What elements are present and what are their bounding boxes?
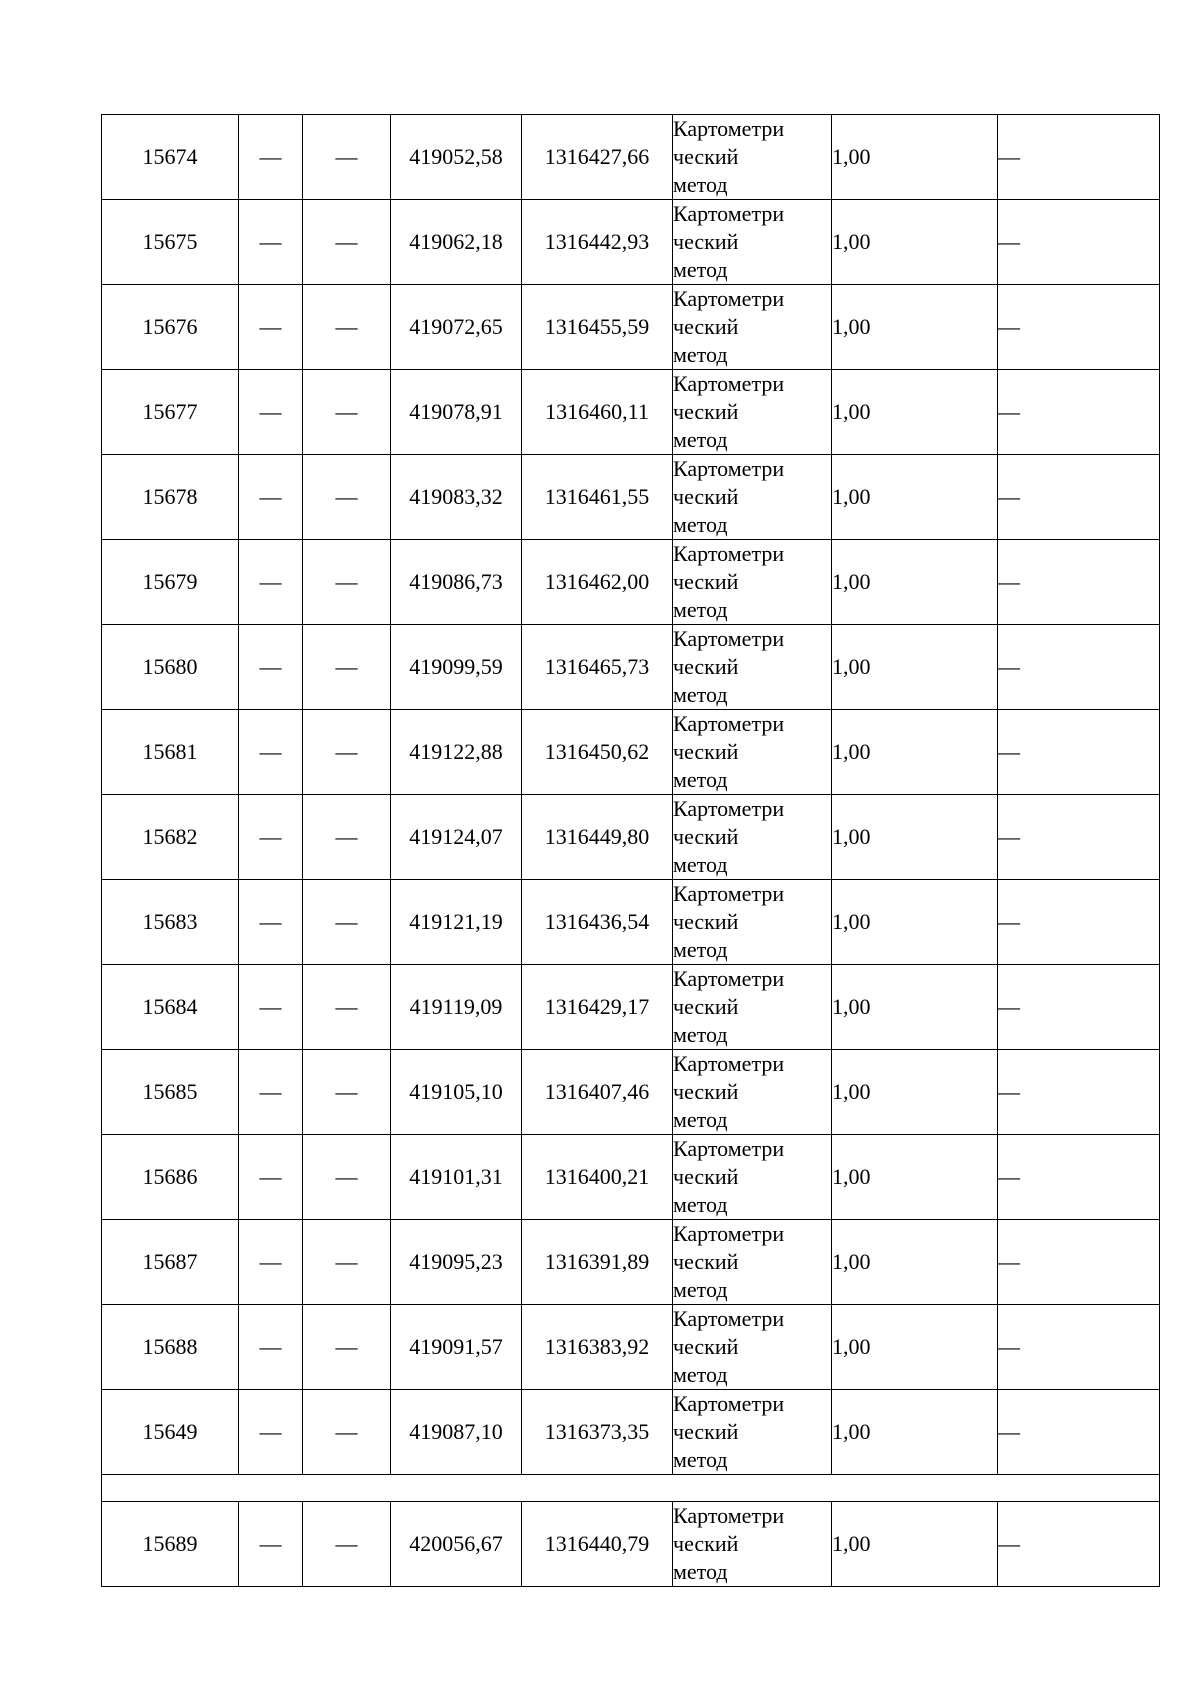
- table-row: [102, 455, 1160, 540]
- note-cell: —: [998, 625, 1160, 710]
- point-number-cell: 15680: [102, 625, 239, 710]
- method-cell: [673, 710, 832, 795]
- empty-dash-cell: —: [303, 115, 391, 200]
- note-cell: —: [998, 1305, 1160, 1390]
- method-text-line: Картометри: [673, 371, 785, 396]
- method-cell: [673, 795, 832, 880]
- method-text-line: метод: [673, 1447, 728, 1472]
- empty-dash-cell: —: [239, 710, 303, 795]
- precision-cell: 1,00: [832, 880, 998, 965]
- precision-cell: 1,00: [832, 1135, 998, 1220]
- point-number-cell: 15688: [102, 1305, 239, 1390]
- empty-dash-cell: —: [303, 1050, 391, 1135]
- precision-cell: 1,00: [832, 1502, 998, 1587]
- method-text-line: ческий: [673, 569, 739, 594]
- method-text-line: ческий: [673, 1334, 739, 1359]
- method-text-line: ческий: [673, 1419, 739, 1444]
- empty-dash-cell: —: [239, 115, 303, 200]
- point-number-cell: 15678: [102, 455, 239, 540]
- y-coordinate-cell: 1316442,93: [522, 200, 673, 285]
- precision-cell: 1,00: [832, 285, 998, 370]
- method-text-line: ческий: [673, 314, 739, 339]
- empty-dash-cell: —: [303, 880, 391, 965]
- method-text-line: ческий: [673, 1164, 739, 1189]
- note-cell: —: [998, 1220, 1160, 1305]
- precision-cell: 1,00: [832, 540, 998, 625]
- point-number-cell: 15677: [102, 370, 239, 455]
- empty-dash-cell: —: [239, 1305, 303, 1390]
- x-coordinate-cell: 419086,73: [391, 540, 522, 625]
- empty-dash-cell: —: [239, 285, 303, 370]
- precision-cell: 1,00: [832, 1220, 998, 1305]
- x-coordinate-cell: 419099,59: [391, 625, 522, 710]
- empty-dash-cell: —: [303, 455, 391, 540]
- empty-dash-cell: —: [239, 795, 303, 880]
- method-cell: [673, 115, 832, 200]
- method-text-line: ческий: [673, 909, 739, 934]
- empty-dash-cell: —: [239, 200, 303, 285]
- method-text-line: Картометри: [673, 881, 785, 906]
- table-row: [102, 1305, 1160, 1390]
- point-number-cell: 15676: [102, 285, 239, 370]
- method-cell: [673, 370, 832, 455]
- note-cell: —: [998, 115, 1160, 200]
- method-text-line: метод: [673, 342, 728, 367]
- method-text-line: Картометри: [673, 456, 785, 481]
- method-cell: [673, 1135, 832, 1220]
- empty-dash-cell: —: [303, 1135, 391, 1220]
- table-row: [102, 710, 1160, 795]
- empty-dash-cell: —: [239, 1220, 303, 1305]
- point-number-cell: 15686: [102, 1135, 239, 1220]
- note-cell: —: [998, 1390, 1160, 1475]
- method-text-line: ческий: [673, 1079, 739, 1104]
- method-cell: [673, 1390, 832, 1475]
- note-cell: —: [998, 795, 1160, 880]
- empty-dash-cell: —: [303, 285, 391, 370]
- method-cell: [673, 880, 832, 965]
- empty-dash-cell: —: [239, 880, 303, 965]
- method-text-line: метод: [673, 682, 728, 707]
- point-number-cell: 15679: [102, 540, 239, 625]
- empty-dash-cell: —: [303, 370, 391, 455]
- x-coordinate-cell: 419083,32: [391, 455, 522, 540]
- point-number-cell: 15674: [102, 115, 239, 200]
- precision-cell: 1,00: [832, 965, 998, 1050]
- empty-dash-cell: —: [239, 965, 303, 1050]
- precision-cell: 1,00: [832, 115, 998, 200]
- empty-dash-cell: —: [239, 1502, 303, 1587]
- table-row: [102, 115, 1160, 200]
- y-coordinate-cell: 1316462,00: [522, 540, 673, 625]
- x-coordinate-cell: 419124,07: [391, 795, 522, 880]
- precision-cell: 1,00: [832, 710, 998, 795]
- x-coordinate-cell: 419078,91: [391, 370, 522, 455]
- method-text-line: Картометри: [673, 711, 785, 736]
- method-text-line: ческий: [673, 144, 739, 169]
- method-text-line: ческий: [673, 824, 739, 849]
- method-text-line: метод: [673, 512, 728, 537]
- method-text-line: Картометри: [673, 201, 785, 226]
- table-row: [102, 1502, 1160, 1587]
- method-text-line: ческий: [673, 229, 739, 254]
- empty-dash-cell: —: [303, 1220, 391, 1305]
- note-cell: —: [998, 880, 1160, 965]
- method-text-line: Картометри: [673, 966, 785, 991]
- method-cell: [673, 455, 832, 540]
- y-coordinate-cell: 1316455,59: [522, 285, 673, 370]
- point-number-cell: 15685: [102, 1050, 239, 1135]
- method-cell: [673, 540, 832, 625]
- note-cell: —: [998, 965, 1160, 1050]
- note-cell: —: [998, 540, 1160, 625]
- method-text-line: метод: [673, 427, 728, 452]
- section-separator-row: [102, 1475, 1160, 1502]
- y-coordinate-cell: 1316427,66: [522, 115, 673, 200]
- y-coordinate-cell: 1316400,21: [522, 1135, 673, 1220]
- empty-dash-cell: —: [303, 1305, 391, 1390]
- method-cell: [673, 1050, 832, 1135]
- empty-dash-cell: —: [239, 1050, 303, 1135]
- method-text-line: ческий: [673, 484, 739, 509]
- method-text-line: метод: [673, 1022, 728, 1047]
- method-text-line: метод: [673, 1192, 728, 1217]
- method-text-line: Картометри: [673, 1391, 785, 1416]
- method-cell: [673, 1502, 832, 1587]
- table-row: [102, 1050, 1160, 1135]
- method-text-line: ческий: [673, 654, 739, 679]
- precision-cell: 1,00: [832, 1390, 998, 1475]
- point-number-cell: 15649: [102, 1390, 239, 1475]
- method-text-line: Картометри: [673, 1503, 785, 1528]
- method-text-line: Картометри: [673, 541, 785, 566]
- method-text-line: Картометри: [673, 286, 785, 311]
- method-text-line: метод: [673, 172, 728, 197]
- point-number-cell: 15684: [102, 965, 239, 1050]
- y-coordinate-cell: 1316449,80: [522, 795, 673, 880]
- point-number-cell: 15689: [102, 1502, 239, 1587]
- method-text-line: ческий: [673, 739, 739, 764]
- x-coordinate-cell: 419122,88: [391, 710, 522, 795]
- table-row: [102, 965, 1160, 1050]
- empty-dash-cell: —: [239, 1390, 303, 1475]
- method-cell: [673, 625, 832, 710]
- table-row: [102, 540, 1160, 625]
- x-coordinate-cell: 419101,31: [391, 1135, 522, 1220]
- precision-cell: 1,00: [832, 1305, 998, 1390]
- method-cell: [673, 285, 832, 370]
- method-text-line: метод: [673, 937, 728, 962]
- y-coordinate-cell: 1316465,73: [522, 625, 673, 710]
- method-text-line: метод: [673, 1362, 728, 1387]
- x-coordinate-cell: 419072,65: [391, 285, 522, 370]
- y-coordinate-cell: 1316436,54: [522, 880, 673, 965]
- x-coordinate-cell: 419052,58: [391, 115, 522, 200]
- empty-dash-cell: —: [239, 455, 303, 540]
- y-coordinate-cell: 1316391,89: [522, 1220, 673, 1305]
- separator-cell: [102, 1475, 1160, 1502]
- table-row: [102, 880, 1160, 965]
- table-row: [102, 370, 1160, 455]
- point-number-cell: 15675: [102, 200, 239, 285]
- empty-dash-cell: —: [303, 795, 391, 880]
- empty-dash-cell: —: [303, 1390, 391, 1475]
- precision-cell: 1,00: [832, 625, 998, 710]
- note-cell: —: [998, 200, 1160, 285]
- y-coordinate-cell: 1316407,46: [522, 1050, 673, 1135]
- method-text-line: метод: [673, 1277, 728, 1302]
- table-row: [102, 795, 1160, 880]
- x-coordinate-cell: 419119,09: [391, 965, 522, 1050]
- method-text-line: метод: [673, 257, 728, 282]
- empty-dash-cell: —: [303, 540, 391, 625]
- empty-dash-cell: —: [303, 625, 391, 710]
- empty-dash-cell: —: [239, 625, 303, 710]
- note-cell: —: [998, 1502, 1160, 1587]
- method-cell: [673, 200, 832, 285]
- y-coordinate-cell: 1316440,79: [522, 1502, 673, 1587]
- table-row: [102, 285, 1160, 370]
- method-text-line: Картометри: [673, 1221, 785, 1246]
- table-body: [102, 115, 1160, 1587]
- precision-cell: 1,00: [832, 1050, 998, 1135]
- x-coordinate-cell: 419062,18: [391, 200, 522, 285]
- note-cell: —: [998, 455, 1160, 540]
- precision-cell: 1,00: [832, 795, 998, 880]
- method-text-line: метод: [673, 767, 728, 792]
- x-coordinate-cell: 419087,10: [391, 1390, 522, 1475]
- table-row: [102, 1135, 1160, 1220]
- method-text-line: метод: [673, 597, 728, 622]
- x-coordinate-cell: 419091,57: [391, 1305, 522, 1390]
- y-coordinate-cell: 1316373,35: [522, 1390, 673, 1475]
- coordinates-table: [101, 114, 1160, 1587]
- precision-cell: 1,00: [832, 455, 998, 540]
- method-text-line: метод: [673, 1559, 728, 1584]
- method-text-line: Картометри: [673, 626, 785, 651]
- y-coordinate-cell: 1316429,17: [522, 965, 673, 1050]
- x-coordinate-cell: 419105,10: [391, 1050, 522, 1135]
- table-row: [102, 200, 1160, 285]
- note-cell: —: [998, 1050, 1160, 1135]
- note-cell: —: [998, 1135, 1160, 1220]
- note-cell: —: [998, 710, 1160, 795]
- y-coordinate-cell: 1316460,11: [522, 370, 673, 455]
- method-cell: [673, 1220, 832, 1305]
- empty-dash-cell: —: [303, 1502, 391, 1587]
- method-cell: [673, 965, 832, 1050]
- point-number-cell: 15687: [102, 1220, 239, 1305]
- x-coordinate-cell: 419121,19: [391, 880, 522, 965]
- empty-dash-cell: —: [239, 1135, 303, 1220]
- empty-dash-cell: —: [303, 965, 391, 1050]
- method-text-line: Картометри: [673, 796, 785, 821]
- method-text-line: Картометри: [673, 1136, 785, 1161]
- table-row: [102, 1220, 1160, 1305]
- precision-cell: 1,00: [832, 370, 998, 455]
- empty-dash-cell: —: [303, 710, 391, 795]
- method-text-line: ческий: [673, 994, 739, 1019]
- point-number-cell: 15682: [102, 795, 239, 880]
- point-number-cell: 15683: [102, 880, 239, 965]
- empty-dash-cell: —: [303, 200, 391, 285]
- point-number-cell: 15681: [102, 710, 239, 795]
- method-text-line: Картометри: [673, 1306, 785, 1331]
- method-text-line: ческий: [673, 399, 739, 424]
- y-coordinate-cell: 1316450,62: [522, 710, 673, 795]
- y-coordinate-cell: 1316383,92: [522, 1305, 673, 1390]
- table-row: [102, 1390, 1160, 1475]
- method-text-line: ческий: [673, 1531, 739, 1556]
- method-text-line: ческий: [673, 1249, 739, 1274]
- method-text-line: метод: [673, 1107, 728, 1132]
- method-text-line: Картометри: [673, 116, 785, 141]
- method-text-line: метод: [673, 852, 728, 877]
- precision-cell: 1,00: [832, 200, 998, 285]
- x-coordinate-cell: 420056,67: [391, 1502, 522, 1587]
- note-cell: —: [998, 370, 1160, 455]
- table-row: [102, 625, 1160, 710]
- y-coordinate-cell: 1316461,55: [522, 455, 673, 540]
- note-cell: —: [998, 285, 1160, 370]
- method-text-line: Картометри: [673, 1051, 785, 1076]
- empty-dash-cell: —: [239, 370, 303, 455]
- x-coordinate-cell: 419095,23: [391, 1220, 522, 1305]
- empty-dash-cell: —: [239, 540, 303, 625]
- method-cell: [673, 1305, 832, 1390]
